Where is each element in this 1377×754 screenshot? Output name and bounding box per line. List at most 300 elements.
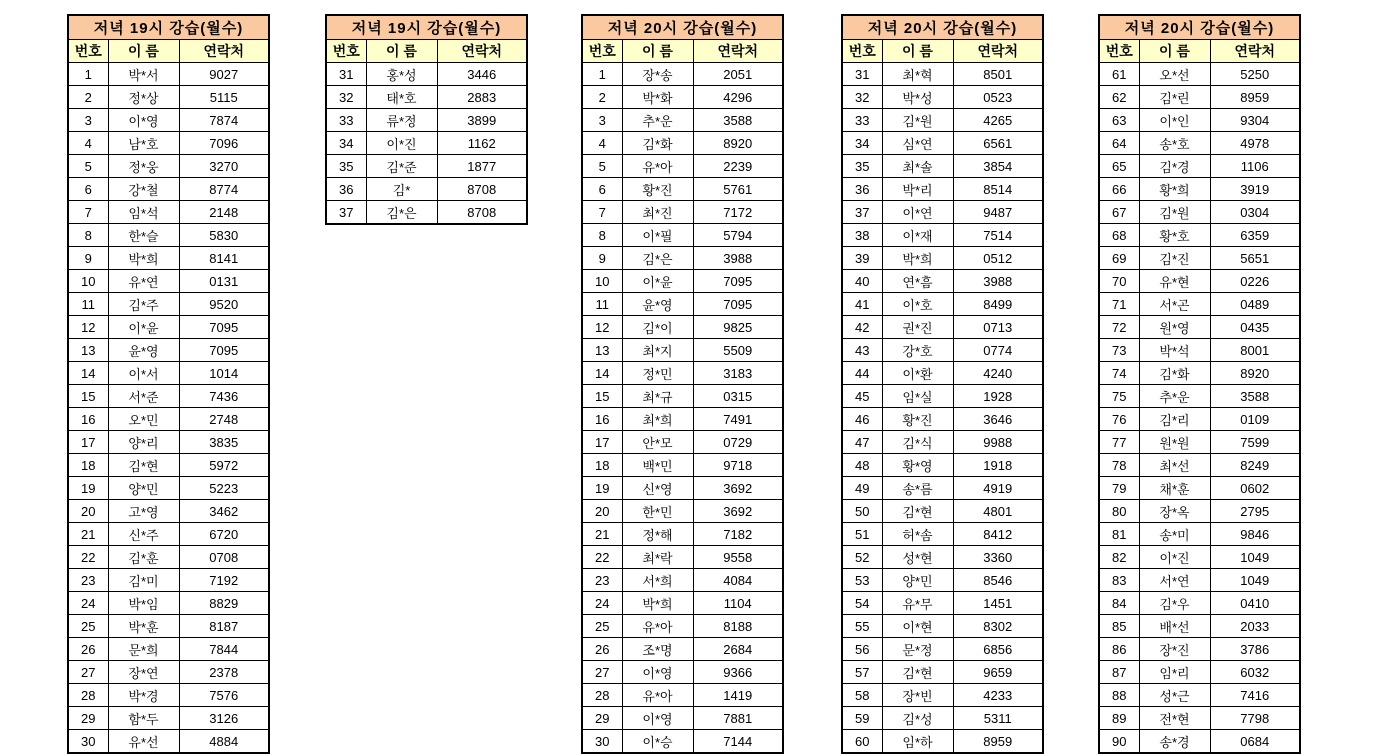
cell-name: 김*미 <box>108 569 179 592</box>
cell-name: 심*연 <box>882 132 953 155</box>
cell-number: 37 <box>842 201 882 224</box>
cell-name: 김*린 <box>1139 86 1210 109</box>
cell-number: 30 <box>582 730 622 754</box>
cell-name: 신*영 <box>622 477 693 500</box>
cell-contact: 1014 <box>179 362 269 385</box>
cell-contact: 0713 <box>953 316 1043 339</box>
cell-contact: 6856 <box>953 638 1043 661</box>
cell-name: 양*민 <box>108 477 179 500</box>
col-header-number: 번호 <box>326 40 366 63</box>
cell-name: 황*진 <box>622 178 693 201</box>
cell-name: 최*락 <box>622 546 693 569</box>
cell-contact: 1106 <box>1210 155 1300 178</box>
cell-number: 70 <box>1099 270 1139 293</box>
col-header-contact: 연락처 <box>437 40 527 63</box>
cell-name: 조*명 <box>622 638 693 661</box>
cell-name: 김*리 <box>1139 408 1210 431</box>
table-row <box>842 132 1043 155</box>
cell-number: 4 <box>68 132 108 155</box>
cell-contact: 7095 <box>179 339 269 362</box>
table-row <box>68 339 269 362</box>
cell-number: 65 <box>1099 155 1139 178</box>
col-header-contact: 연락처 <box>693 40 783 63</box>
cell-number: 67 <box>1099 201 1139 224</box>
cell-number: 28 <box>68 684 108 707</box>
cell-name: 이*연 <box>882 201 953 224</box>
cell-name: 장*송 <box>622 63 693 86</box>
cell-contact: 0489 <box>1210 293 1300 316</box>
col-header-name: 이 름 <box>1139 40 1210 63</box>
cell-contact: 4084 <box>693 569 783 592</box>
cell-name: 정*웅 <box>108 155 179 178</box>
cell-number: 77 <box>1099 431 1139 454</box>
cell-name: 유*아 <box>622 615 693 638</box>
table-row <box>1099 730 1300 754</box>
table-row <box>1099 684 1300 707</box>
cell-contact: 8514 <box>953 178 1043 201</box>
cell-number: 16 <box>582 408 622 431</box>
cell-number: 61 <box>1099 63 1139 86</box>
table-row <box>582 431 783 454</box>
cell-contact: 7095 <box>693 270 783 293</box>
cell-number: 86 <box>1099 638 1139 661</box>
table-row <box>1099 178 1300 201</box>
cell-number: 72 <box>1099 316 1139 339</box>
table-row <box>582 477 783 500</box>
cell-contact: 5761 <box>693 178 783 201</box>
cell-name: 황*영 <box>882 454 953 477</box>
table-row <box>1099 270 1300 293</box>
table-row <box>326 178 527 201</box>
cell-name: 박*석 <box>1139 339 1210 362</box>
cell-number: 33 <box>326 109 366 132</box>
cell-name: 김*우 <box>1139 592 1210 615</box>
cell-contact: 8501 <box>953 63 1043 86</box>
cell-number: 11 <box>582 293 622 316</box>
table-row <box>842 201 1043 224</box>
cell-name: 서*곤 <box>1139 293 1210 316</box>
cell-number: 63 <box>1099 109 1139 132</box>
table-row <box>842 615 1043 638</box>
cell-name: 김*현 <box>882 661 953 684</box>
cell-name: 이*윤 <box>108 316 179 339</box>
table-row <box>1099 569 1300 592</box>
cell-contact: 2148 <box>179 201 269 224</box>
cell-contact: 6720 <box>179 523 269 546</box>
cell-contact: 8187 <box>179 615 269 638</box>
cell-name: 송*미 <box>1139 523 1210 546</box>
table-row <box>326 155 527 178</box>
cell-name: 임*실 <box>882 385 953 408</box>
cell-number: 82 <box>1099 546 1139 569</box>
cell-number: 53 <box>842 569 882 592</box>
cell-name: 원*원 <box>1139 431 1210 454</box>
cell-contact: 9988 <box>953 431 1043 454</box>
table-row <box>842 707 1043 730</box>
cell-name: 박*희 <box>108 247 179 270</box>
cell-name: 최*진 <box>622 201 693 224</box>
cell-number: 39 <box>842 247 882 270</box>
cell-contact: 3854 <box>953 155 1043 178</box>
cell-number: 25 <box>68 615 108 638</box>
cell-contact: 4919 <box>953 477 1043 500</box>
cell-contact: 0774 <box>953 339 1043 362</box>
cell-name: 한*슬 <box>108 224 179 247</box>
cell-name: 한*민 <box>622 500 693 523</box>
cell-name: 최*혁 <box>882 63 953 86</box>
table-row <box>68 615 269 638</box>
cell-name: 정*해 <box>622 523 693 546</box>
cell-number: 24 <box>582 592 622 615</box>
cell-number: 14 <box>68 362 108 385</box>
cell-contact: 2378 <box>179 661 269 684</box>
cell-number: 73 <box>1099 339 1139 362</box>
cell-name: 황*진 <box>882 408 953 431</box>
cell-number: 46 <box>842 408 882 431</box>
cell-contact: 3919 <box>1210 178 1300 201</box>
cell-number: 29 <box>582 707 622 730</box>
cell-contact: 9659 <box>953 661 1043 684</box>
cell-number: 12 <box>582 316 622 339</box>
cell-number: 36 <box>326 178 366 201</box>
table-row <box>582 661 783 684</box>
class-schedule-table <box>1098 14 1301 754</box>
cell-number: 69 <box>1099 247 1139 270</box>
table-row <box>842 408 1043 431</box>
cell-contact: 7096 <box>179 132 269 155</box>
cell-number: 10 <box>68 270 108 293</box>
cell-name: 박*화 <box>622 86 693 109</box>
cell-contact: 5223 <box>179 477 269 500</box>
cell-number: 5 <box>582 155 622 178</box>
table-row <box>1099 408 1300 431</box>
cell-contact: 7844 <box>179 638 269 661</box>
cell-name: 황*호 <box>1139 224 1210 247</box>
cell-number: 60 <box>842 730 882 754</box>
cell-contact: 1451 <box>953 592 1043 615</box>
cell-number: 2 <box>68 86 108 109</box>
cell-contact: 7491 <box>693 408 783 431</box>
table-row <box>1099 477 1300 500</box>
cell-number: 35 <box>326 155 366 178</box>
cell-name: 정*민 <box>622 362 693 385</box>
cell-number: 49 <box>842 477 882 500</box>
cell-contact: 1049 <box>1210 546 1300 569</box>
cell-contact: 5311 <box>953 707 1043 730</box>
table-row <box>68 408 269 431</box>
table-row <box>68 132 269 155</box>
cell-number: 12 <box>68 316 108 339</box>
cell-name: 김*훈 <box>108 546 179 569</box>
table-row <box>1099 431 1300 454</box>
cell-number: 19 <box>582 477 622 500</box>
cell-number: 22 <box>582 546 622 569</box>
cell-name: 최*지 <box>622 339 693 362</box>
cell-name: 유*현 <box>1139 270 1210 293</box>
cell-name: 유*연 <box>108 270 179 293</box>
table-row <box>582 316 783 339</box>
cell-name: 서*희 <box>622 569 693 592</box>
cell-contact: 9825 <box>693 316 783 339</box>
cell-number: 27 <box>68 661 108 684</box>
cell-contact: 7514 <box>953 224 1043 247</box>
table-row <box>582 385 783 408</box>
cell-name: 강*호 <box>882 339 953 362</box>
cell-name: 이*영 <box>108 109 179 132</box>
cell-contact: 9718 <box>693 454 783 477</box>
table-row <box>68 362 269 385</box>
table-row <box>842 592 1043 615</box>
cell-name: 이*환 <box>882 362 953 385</box>
cell-name: 김*진 <box>1139 247 1210 270</box>
col-header-contact: 연락처 <box>1210 40 1300 63</box>
cell-number: 80 <box>1099 500 1139 523</box>
cell-contact: 3446 <box>437 63 527 86</box>
table-row <box>582 63 783 86</box>
table-title-row <box>68 15 269 40</box>
cell-name: 이*현 <box>882 615 953 638</box>
table-row <box>842 339 1043 362</box>
col-header-number: 번호 <box>582 40 622 63</box>
cell-contact: 1918 <box>953 454 1043 477</box>
cell-contact: 8959 <box>953 730 1043 754</box>
table-row <box>582 500 783 523</box>
cell-contact: 8920 <box>693 132 783 155</box>
cell-number: 59 <box>842 707 882 730</box>
column-header-row <box>1099 40 1300 63</box>
table-row <box>1099 247 1300 270</box>
cell-number: 47 <box>842 431 882 454</box>
table-row <box>582 201 783 224</box>
table-row <box>842 569 1043 592</box>
cell-contact: 2239 <box>693 155 783 178</box>
cell-contact: 8774 <box>179 178 269 201</box>
column-header-row <box>582 40 783 63</box>
cell-contact: 4801 <box>953 500 1043 523</box>
table-row <box>1099 132 1300 155</box>
cell-number: 2 <box>582 86 622 109</box>
cell-contact: 5651 <box>1210 247 1300 270</box>
cell-contact: 7881 <box>693 707 783 730</box>
cell-number: 1 <box>582 63 622 86</box>
cell-contact: 2033 <box>1210 615 1300 638</box>
col-header-number: 번호 <box>1099 40 1139 63</box>
cell-contact: 8546 <box>953 569 1043 592</box>
cell-contact: 5509 <box>693 339 783 362</box>
cell-number: 45 <box>842 385 882 408</box>
cell-number: 32 <box>842 86 882 109</box>
table-row <box>68 385 269 408</box>
cell-contact: 8829 <box>179 592 269 615</box>
cell-contact: 3588 <box>1210 385 1300 408</box>
cell-name: 정*상 <box>108 86 179 109</box>
cell-number: 17 <box>68 431 108 454</box>
table-row <box>842 270 1043 293</box>
cell-number: 33 <box>842 109 882 132</box>
cell-name: 태*호 <box>366 86 437 109</box>
cell-number: 27 <box>582 661 622 684</box>
cell-name: 오*민 <box>108 408 179 431</box>
cell-contact: 0708 <box>179 546 269 569</box>
cell-contact: 3899 <box>437 109 527 132</box>
cell-name: 윤*영 <box>108 339 179 362</box>
table-row <box>842 546 1043 569</box>
cell-number: 71 <box>1099 293 1139 316</box>
cell-number: 23 <box>68 569 108 592</box>
cell-number: 66 <box>1099 178 1139 201</box>
cell-name: 이*재 <box>882 224 953 247</box>
cell-contact: 8249 <box>1210 454 1300 477</box>
cell-number: 81 <box>1099 523 1139 546</box>
cell-number: 78 <box>1099 454 1139 477</box>
cell-name: 이*필 <box>622 224 693 247</box>
cell-name: 이*영 <box>622 707 693 730</box>
table-row <box>582 615 783 638</box>
cell-contact: 6032 <box>1210 661 1300 684</box>
cell-name: 배*선 <box>1139 615 1210 638</box>
table-row <box>1099 546 1300 569</box>
cell-contact: 8188 <box>693 615 783 638</box>
cell-name: 최*선 <box>1139 454 1210 477</box>
table-row <box>326 86 527 109</box>
cell-number: 24 <box>68 592 108 615</box>
cell-contact: 3835 <box>179 431 269 454</box>
table-row <box>842 178 1043 201</box>
cell-name: 김*화 <box>1139 362 1210 385</box>
cell-name: 최*규 <box>622 385 693 408</box>
cell-contact: 4240 <box>953 362 1043 385</box>
table-row <box>1099 454 1300 477</box>
table-row <box>68 316 269 339</box>
cell-number: 8 <box>68 224 108 247</box>
class-schedule-table <box>841 14 1044 754</box>
cell-contact: 1419 <box>693 684 783 707</box>
cell-number: 14 <box>582 362 622 385</box>
cell-number: 18 <box>582 454 622 477</box>
cell-contact: 7436 <box>179 385 269 408</box>
cell-contact: 1104 <box>693 592 783 615</box>
cell-number: 74 <box>1099 362 1139 385</box>
cell-name: 김*원 <box>882 109 953 132</box>
cell-contact: 1162 <box>437 132 527 155</box>
table-row <box>582 86 783 109</box>
table-row <box>1099 316 1300 339</box>
cell-number: 11 <box>68 293 108 316</box>
col-header-name: 이 름 <box>622 40 693 63</box>
table-title: 저녁 20시 강습(월수) <box>842 15 1043 40</box>
cell-number: 41 <box>842 293 882 316</box>
cell-name: 장*연 <box>108 661 179 684</box>
table-row <box>68 454 269 477</box>
table-row <box>842 477 1043 500</box>
cell-name: 황*희 <box>1139 178 1210 201</box>
cell-number: 7 <box>68 201 108 224</box>
cell-number: 19 <box>68 477 108 500</box>
table-row <box>582 707 783 730</box>
table-row <box>1099 201 1300 224</box>
table-row <box>582 454 783 477</box>
cell-contact: 0602 <box>1210 477 1300 500</box>
cell-name: 이*진 <box>366 132 437 155</box>
cell-number: 4 <box>582 132 622 155</box>
cell-name: 신*주 <box>108 523 179 546</box>
cell-name: 성*근 <box>1139 684 1210 707</box>
cell-contact: 7192 <box>179 569 269 592</box>
cell-number: 31 <box>842 63 882 86</box>
cell-contact: 7095 <box>179 316 269 339</box>
cell-number: 84 <box>1099 592 1139 615</box>
table-row <box>582 109 783 132</box>
cell-number: 26 <box>582 638 622 661</box>
cell-contact: 4265 <box>953 109 1043 132</box>
cell-number: 50 <box>842 500 882 523</box>
cell-name: 김*준 <box>366 155 437 178</box>
table-row <box>1099 707 1300 730</box>
cell-name: 김*성 <box>882 707 953 730</box>
table-row <box>68 431 269 454</box>
cell-name: 양*민 <box>882 569 953 592</box>
cell-contact: 0523 <box>953 86 1043 109</box>
cell-contact: 3360 <box>953 546 1043 569</box>
cell-name: 고*영 <box>108 500 179 523</box>
cell-name: 장*빈 <box>882 684 953 707</box>
cell-number: 75 <box>1099 385 1139 408</box>
table-title: 저녁 20시 강습(월수) <box>582 15 783 40</box>
cell-name: 오*선 <box>1139 63 1210 86</box>
cell-number: 89 <box>1099 707 1139 730</box>
table-row <box>326 201 527 225</box>
cell-name: 김*이 <box>622 316 693 339</box>
table-row <box>1099 500 1300 523</box>
cell-contact: 0109 <box>1210 408 1300 431</box>
table-row <box>1099 523 1300 546</box>
cell-number: 83 <box>1099 569 1139 592</box>
table-row <box>68 178 269 201</box>
col-header-name: 이 름 <box>882 40 953 63</box>
table-row <box>842 730 1043 754</box>
cell-name: 박*경 <box>108 684 179 707</box>
table-row <box>1099 293 1300 316</box>
cell-contact: 7416 <box>1210 684 1300 707</box>
cell-contact: 5972 <box>179 454 269 477</box>
cell-name: 김*원 <box>1139 201 1210 224</box>
table-row <box>68 523 269 546</box>
cell-contact: 7144 <box>693 730 783 754</box>
table-row <box>68 86 269 109</box>
cell-contact: 3646 <box>953 408 1043 431</box>
cell-name: 박*희 <box>882 247 953 270</box>
cell-name: 연*흠 <box>882 270 953 293</box>
cell-number: 64 <box>1099 132 1139 155</box>
table-row <box>326 109 527 132</box>
cell-contact: 8920 <box>1210 362 1300 385</box>
class-schedule-table <box>67 14 270 754</box>
cell-name: 이*영 <box>622 661 693 684</box>
cell-number: 23 <box>582 569 622 592</box>
table-row <box>68 224 269 247</box>
table-row <box>842 63 1043 86</box>
cell-contact: 2051 <box>693 63 783 86</box>
cell-name: 서*준 <box>108 385 179 408</box>
cell-number: 62 <box>1099 86 1139 109</box>
cell-contact: 3462 <box>179 500 269 523</box>
table-row <box>1099 615 1300 638</box>
table-row <box>842 454 1043 477</box>
table-title: 저녁 20시 강습(월수) <box>1099 15 1300 40</box>
table-row <box>582 684 783 707</box>
cell-name: 원*영 <box>1139 316 1210 339</box>
cell-name: 강*철 <box>108 178 179 201</box>
